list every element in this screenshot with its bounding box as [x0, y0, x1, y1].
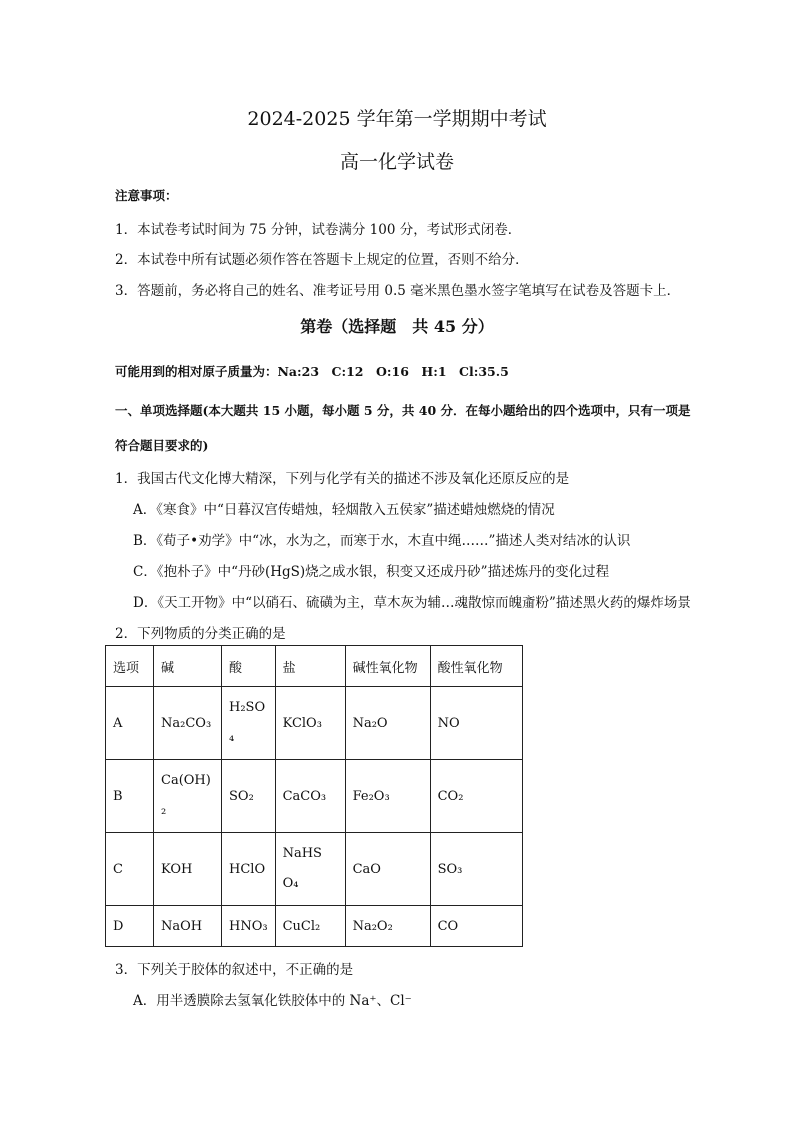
question-1-option-c: C．《抱朴子》中“丹砂(HgS)烧之成水银，积变又还成丹砂”描述炼丹的变化过程 — [133, 564, 610, 580]
table-cell: KOH — [154, 833, 222, 906]
notice-item: 2．本试卷中所有试题必须作答在答题卡上规定的位置，否则不给分． — [115, 252, 529, 268]
table-cell: Fe₂O₃ — [345, 760, 430, 833]
question-3-stem: 3．下列关于胶体的叙述中，不正确的是 — [115, 962, 354, 978]
table-cell-text: Ca(OH)₂ — [161, 773, 211, 818]
table-cell: Na₂O₂ — [345, 906, 430, 947]
table-header-cell: 碱 — [154, 646, 222, 687]
table-cell: NO — [430, 687, 522, 760]
table-cell: CO — [430, 906, 522, 947]
table-cell: CaCO₃ — [275, 760, 345, 833]
exam-title: 2024-2025 学年第一学期期中考试 — [247, 108, 547, 130]
table-cell: KClO₃ — [275, 687, 345, 760]
question-1-option-a: A．《寒食》中“日暮汉宫传蜡烛，轻烟散入五侯家”描述蜡烛燃烧的情况 — [133, 502, 555, 518]
classification-table — [105, 645, 523, 947]
table-header-cell: 酸性氧化物 — [430, 646, 522, 687]
table-cell: D — [106, 906, 154, 947]
table-row — [106, 833, 523, 906]
table-cell: Na₂O — [345, 687, 430, 760]
notice-item: 3．答题前，务必将自己的姓名、准考证号用 0.5 毫米黑色墨水签字笔填写在试卷及答题卡上． — [115, 283, 681, 299]
table-cell — [275, 833, 345, 906]
question-1-option-b: B．《荀子•劝学》中“冰，水为之，而寒于水，木直中绳……”描述人类对结冰的认识 — [133, 533, 631, 549]
question-1-option-d: D．《天工开物》中“以硝石、硫磺为主，草木灰为辅…魂散惊而魄齑粉”描述黑火药的爆炸场景 — [133, 595, 691, 611]
question-3-option-a: A．用半透膜除去氢氧化铁胶体中的 Na⁺、Cl⁻ — [133, 993, 412, 1009]
part-one-instructions: 一、单项选择题(本大题共 15 小题，每小题 5 分，共 40 分．在每小题给出的四个选项中，只有一项是 — [115, 403, 691, 418]
table-header-cell: 选项 — [106, 646, 154, 687]
table-row — [106, 760, 523, 833]
table-cell: SO₂ — [222, 760, 276, 833]
table-header-cell: 碱性氧化物 — [345, 646, 430, 687]
table-cell: CuCl₂ — [275, 906, 345, 947]
section-title: 第卷（选择题 共 45 分） — [300, 317, 494, 336]
table-cell: CO₂ — [430, 760, 522, 833]
table-header-row — [106, 646, 523, 687]
table-cell: C — [106, 833, 154, 906]
table-cell: Na₂CO₃ — [154, 687, 222, 760]
table-cell — [154, 760, 222, 833]
question-1-stem: 1．我国古代文化博大精深，下列与化学有关的描述不涉及氧化还原反应的是 — [115, 471, 570, 487]
atomic-masses: 可能用到的相对原子质量为：Na:23 C:12 O:16 H:1 Cl:35.5 — [115, 364, 509, 379]
part-one-instructions-cont: 符合题目要求的) — [115, 438, 209, 453]
table-cell: HClO — [222, 833, 276, 906]
table-header-cell: 酸 — [222, 646, 276, 687]
table-cell: HNO₃ — [222, 906, 276, 947]
table-cell-text: H₂SO₄ — [229, 700, 266, 745]
table-cell: NaOH — [154, 906, 222, 947]
table-cell — [222, 687, 276, 760]
table-header-cell: 盐 — [275, 646, 345, 687]
table-cell: SO₃ — [430, 833, 522, 906]
notice-item: 1．本试卷考试时间为 75 分钟，试卷满分 100 分，考试形式闭卷． — [115, 222, 522, 238]
table-cell: A — [106, 687, 154, 760]
table-cell-text: NaHSO₄ — [282, 846, 322, 891]
table-row — [106, 687, 523, 760]
question-2-stem: 2．下列物质的分类正确的是 — [115, 626, 286, 642]
table-row — [106, 906, 523, 947]
table-cell: CaO — [345, 833, 430, 906]
notice-heading: 注意事项： — [115, 188, 178, 203]
exam-subtitle: 高一化学试卷 — [339, 151, 454, 173]
table-cell: B — [106, 760, 154, 833]
